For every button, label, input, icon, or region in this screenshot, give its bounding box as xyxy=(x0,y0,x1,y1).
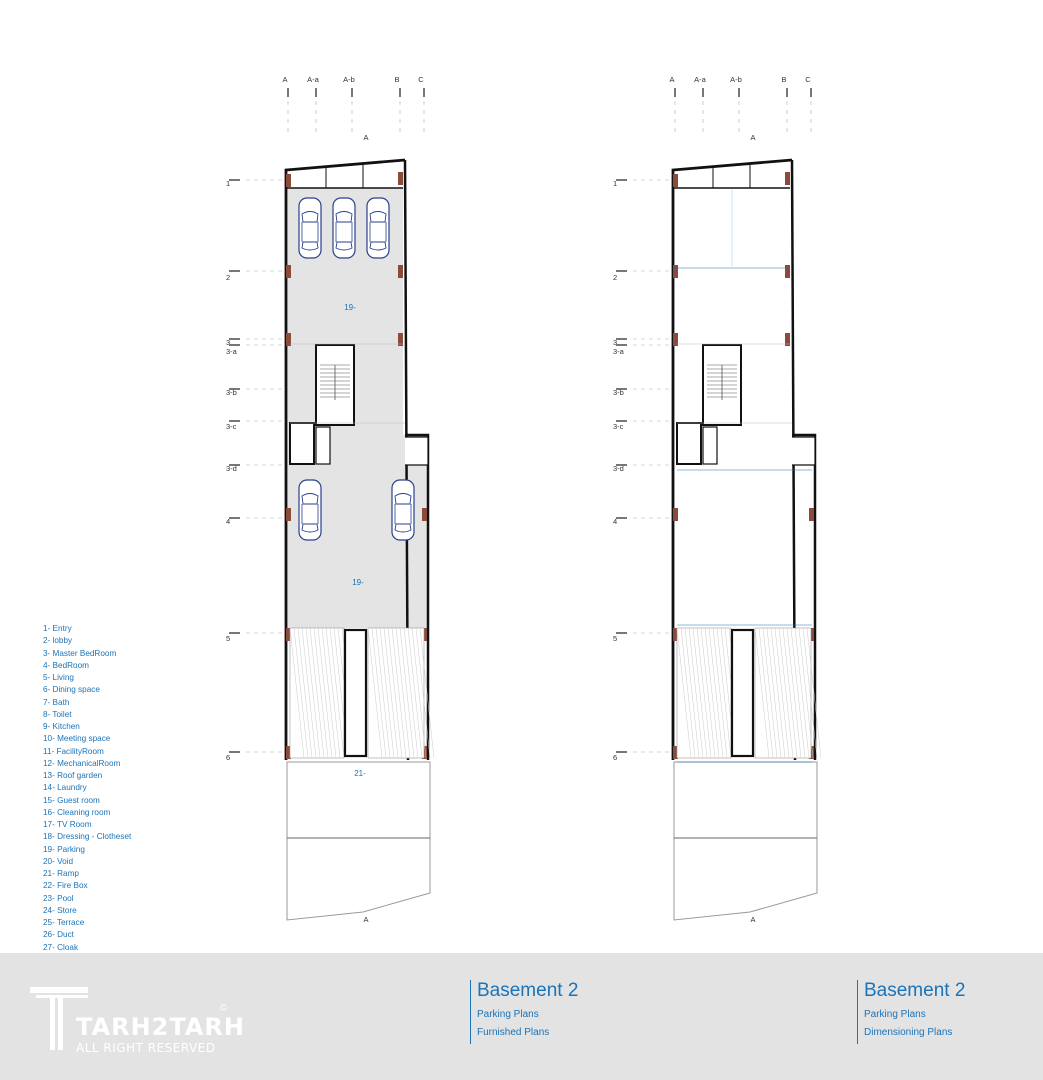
plan-type: Furnished Plans xyxy=(477,1027,550,1038)
structural-column xyxy=(785,172,790,185)
plan-type: Dimensioning Plans xyxy=(864,1027,953,1038)
grid-row-label: 3-b xyxy=(226,388,237,397)
legend-item: 14- Laundry xyxy=(43,783,87,793)
room-label-parking: 19- xyxy=(344,303,356,312)
legend-item: 16- Cleaning room xyxy=(43,807,111,817)
legend-item: 21- Ramp xyxy=(43,869,79,878)
structural-column xyxy=(422,508,427,521)
duct xyxy=(703,427,717,464)
grid-row-label: 2 xyxy=(613,273,618,282)
structural-column xyxy=(785,265,790,278)
car-icon xyxy=(392,480,414,540)
furnished-plan xyxy=(226,75,434,924)
grid-row-label: 2 xyxy=(226,273,231,282)
structural-column xyxy=(398,265,403,278)
grid-col-label: A-a xyxy=(307,75,319,84)
structural-column xyxy=(286,508,291,521)
utility-room xyxy=(290,423,314,464)
grid-row-label: 6 xyxy=(226,753,231,762)
terrace-outline xyxy=(287,762,430,920)
legend-item: 7- Bath xyxy=(43,697,70,707)
grid-col-label: A xyxy=(282,75,288,84)
structural-column xyxy=(673,508,678,521)
legend-item: 11- FacilityRoom xyxy=(43,746,104,756)
grid-col-label: A-b xyxy=(730,75,742,84)
grid-col-label: B xyxy=(781,75,787,84)
legend-item: 18- Dressing - Clotheset xyxy=(43,832,132,842)
copyright-mark: © xyxy=(220,1003,228,1014)
grid-row-label: 3-a xyxy=(613,347,624,356)
structural-column xyxy=(286,174,291,187)
ramp-divider-wall xyxy=(345,630,366,756)
legend-item: 8- Toilet xyxy=(43,709,72,719)
grid-col-label: A xyxy=(669,75,675,84)
grid-row-label: 1 xyxy=(226,179,231,188)
utility-room xyxy=(677,423,701,464)
legend-item: 5- Living xyxy=(43,673,74,682)
brand-logo xyxy=(28,981,245,1061)
legend-item: 2- lobby xyxy=(43,636,73,646)
legend-item: 9- Kitchen xyxy=(43,722,80,731)
grid-row-label: 1 xyxy=(613,179,618,188)
room-label-parking: 19- xyxy=(352,578,364,587)
car-icon xyxy=(367,198,389,258)
grid-col-label: B xyxy=(394,75,400,84)
plan-subtitle: Parking Plans xyxy=(864,1009,926,1020)
dimensioning-plan xyxy=(613,75,821,924)
legend-item: 25- Terrace xyxy=(43,918,85,927)
plan-title: Basement 2 xyxy=(864,980,966,1001)
legend-item: 27- Cloak xyxy=(43,942,79,952)
structural-column xyxy=(673,174,678,187)
legend-item: 10- Meeting space xyxy=(43,734,111,744)
plan-subtitle: Parking Plans xyxy=(477,1009,539,1020)
structural-column xyxy=(286,265,291,278)
grid-row-label: 3-c xyxy=(613,422,624,431)
grid-row-label: 4 xyxy=(226,517,231,526)
room-label-ramp: 21- xyxy=(354,769,366,778)
legend-item: 13- Roof garden xyxy=(43,771,103,780)
car-icon xyxy=(299,480,321,540)
legend-item: 26- Duct xyxy=(43,930,74,940)
legend-item: 20- Void xyxy=(43,856,74,866)
duct xyxy=(316,427,330,464)
section-mark-top: A xyxy=(363,133,369,142)
legend-item: 12- MechanicalRoom xyxy=(43,758,121,768)
footer-bar xyxy=(0,953,1043,1080)
grid-row-label: 3 xyxy=(226,338,231,347)
grid-row-label: 3-c xyxy=(226,422,237,431)
section-mark-bottom: A xyxy=(363,915,369,924)
section-mark-bottom: A xyxy=(750,915,756,924)
structural-column xyxy=(673,265,678,278)
legend-item: 3- Master BedRoom xyxy=(43,648,117,658)
room-legend xyxy=(43,623,131,954)
legend-item: 15- Guest room xyxy=(43,795,100,805)
store-room xyxy=(405,437,428,465)
grid-row-label: 3 xyxy=(613,338,618,347)
grid-row-label: 4 xyxy=(613,517,618,526)
store-room xyxy=(792,437,815,465)
logo-text: TARH2TARH xyxy=(76,1013,245,1041)
legend-item: 22- Fire Box xyxy=(43,881,88,891)
legend-item: 24- Store xyxy=(43,905,77,915)
car-icon xyxy=(299,198,321,258)
grid-col-label: C xyxy=(418,75,424,84)
structural-column xyxy=(398,172,403,185)
structural-column xyxy=(809,508,814,521)
title-block-furnished xyxy=(470,980,578,1044)
legend-item: 23- Pool xyxy=(43,893,74,903)
grid-row-label: 5 xyxy=(613,634,618,643)
terrace-outline xyxy=(674,762,817,920)
grid-row-label: 3-b xyxy=(613,388,624,397)
section-mark-top: A xyxy=(750,133,756,142)
legend-item: 1- Entry xyxy=(43,624,72,633)
grid-col-label: A-a xyxy=(694,75,706,84)
car-icon xyxy=(333,198,355,258)
logo-subtext: ALL RIGHT RESERVED xyxy=(76,1041,216,1055)
grid-col-label: A-b xyxy=(343,75,355,84)
grid-row-label: 3-d xyxy=(226,464,237,473)
legend-item: 6- Dining space xyxy=(43,685,100,695)
grid-col-label: C xyxy=(805,75,811,84)
title-block-dimensioning xyxy=(857,980,965,1044)
plan-title: Basement 2 xyxy=(477,980,579,1001)
grid-row-label: 3-d xyxy=(613,464,624,473)
ramp-divider-wall xyxy=(732,630,753,756)
legend-item: 19- Parking xyxy=(43,844,85,854)
grid-row-label: 5 xyxy=(226,634,231,643)
grid-row-label: 3-a xyxy=(226,347,237,356)
grid-row-label: 6 xyxy=(613,753,618,762)
legend-item: 4- BedRoom xyxy=(43,660,89,670)
legend-item: 17- TV Room xyxy=(43,820,92,829)
